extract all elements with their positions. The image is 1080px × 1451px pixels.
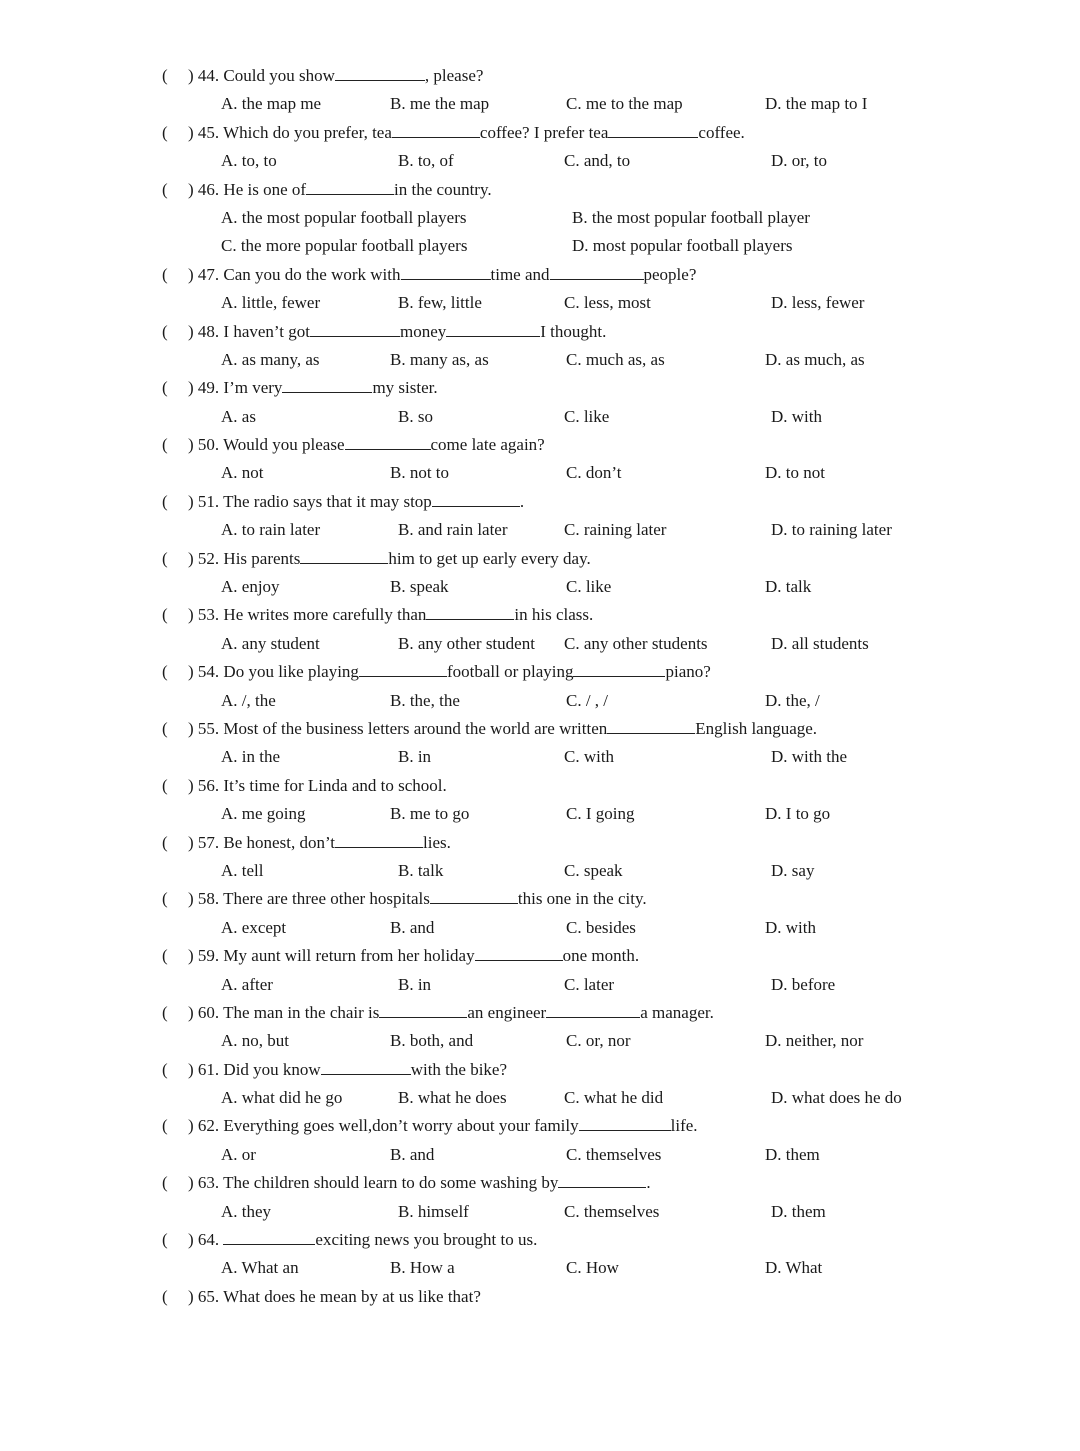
option-d: D. them: [771, 1201, 826, 1221]
option-b: B. the, the: [390, 690, 460, 710]
option-d: D. them: [765, 1144, 820, 1164]
option-c: C. besides: [566, 917, 636, 937]
option-a: A. to, to: [221, 151, 277, 171]
question-56: [0, 772, 1080, 800]
question-number: 48.: [197, 321, 224, 341]
answer-blank[interactable]: [306, 176, 394, 195]
bracket-close: ): [188, 1002, 198, 1022]
answer-bracket[interactable]: (: [162, 1173, 168, 1193]
answer-bracket[interactable]: (: [162, 889, 168, 909]
question-stem: [188, 318, 606, 346]
bracket-close: ): [188, 662, 198, 682]
answer-blank[interactable]: [550, 261, 644, 280]
option-a: A. after: [221, 974, 273, 994]
question-stem: [188, 772, 447, 800]
answer-bracket[interactable]: (: [162, 662, 168, 682]
question-52: [0, 545, 1080, 573]
question-45: [0, 119, 1080, 147]
question-text: I haven’t got: [223, 321, 310, 341]
options-row: [0, 90, 1080, 118]
option-a: A. little, fewer: [221, 293, 321, 313]
question-text: coffee? I prefer tea: [479, 122, 609, 142]
option-d: D. less, fewer: [771, 293, 865, 313]
question-number: 46.: [197, 179, 224, 199]
question-number: 55.: [197, 718, 224, 738]
answer-blank[interactable]: [392, 119, 480, 138]
options-row: [0, 857, 1080, 885]
question-62: [0, 1112, 1080, 1140]
question-text: with the bike?: [410, 1059, 508, 1079]
question-text: football or playing: [446, 662, 574, 682]
question-48: [0, 318, 1080, 346]
answer-bracket[interactable]: (: [162, 1059, 168, 1079]
bracket-close: ): [188, 378, 198, 398]
option-d: D. with: [765, 917, 816, 937]
answer-bracket[interactable]: (: [162, 66, 168, 85]
question-text: There are three other hospitals: [223, 889, 430, 909]
option-a: A. or: [221, 1144, 256, 1164]
option-b: B. the most popular football player: [572, 207, 810, 227]
question-stem: [188, 261, 696, 289]
question-text: Would you please: [223, 435, 345, 455]
option-c: C. themselves: [566, 1144, 662, 1164]
bracket-close: ): [188, 122, 198, 142]
question-number: 58.: [197, 889, 224, 909]
question-text: He writes more carefully than: [223, 605, 427, 625]
bracket-close: ): [188, 832, 198, 852]
answer-bracket[interactable]: (: [162, 775, 168, 795]
question-text: my sister.: [372, 378, 438, 398]
question-stem: [188, 374, 438, 402]
question-stem: [188, 829, 451, 857]
options-row: [0, 516, 1080, 544]
question-text: I’m very: [223, 378, 283, 398]
option-b: B. any other student: [398, 633, 535, 653]
option-c: C. the more popular football players: [221, 236, 468, 256]
answer-bracket[interactable]: (: [162, 605, 168, 625]
options-row: [0, 914, 1080, 942]
bracket-close: ): [188, 605, 198, 625]
question-text: people?: [643, 264, 697, 284]
option-d: D. What: [765, 1258, 823, 1278]
question-number: 60.: [197, 1002, 224, 1022]
answer-bracket[interactable]: (: [162, 491, 168, 511]
option-d: D. what does he do: [771, 1088, 902, 1108]
question-44: [0, 62, 1080, 90]
question-text: Be honest, don’t: [223, 832, 336, 852]
bracket-close: ): [188, 1173, 198, 1193]
question-58: [0, 885, 1080, 913]
options-row: [0, 687, 1080, 715]
option-b: B. so: [398, 406, 433, 426]
question-stem: [188, 1056, 507, 1084]
bracket-close: ): [188, 1059, 198, 1079]
question-stem: [188, 1169, 651, 1197]
option-c: C. any other students: [564, 633, 708, 653]
question-number: 50.: [197, 435, 224, 455]
option-a: A. any student: [221, 633, 320, 653]
option-a: A. the map me: [221, 94, 322, 114]
option-c: C. with: [564, 747, 615, 767]
answer-bracket[interactable]: (: [162, 264, 168, 284]
options-row: [0, 289, 1080, 317]
bracket-close: ): [188, 1286, 198, 1306]
option-c: C. or, nor: [566, 1031, 631, 1051]
bracket-close: ): [188, 179, 198, 199]
answer-blank[interactable]: [430, 885, 518, 904]
option-c: C. me to the map: [566, 94, 683, 114]
question-stem: [188, 658, 711, 686]
option-b: B. and rain later: [398, 520, 508, 540]
question-text: an engineer: [467, 1002, 547, 1022]
option-a: A. except: [221, 917, 287, 937]
question-text: exciting news you brought to us.: [315, 1230, 538, 1250]
question-number: 65.: [197, 1286, 224, 1306]
option-d: D. to not: [765, 463, 825, 483]
answer-blank[interactable]: [345, 431, 431, 450]
options-row: [0, 1084, 1080, 1112]
answer-blank[interactable]: [475, 942, 563, 961]
question-text: The man in the chair is: [223, 1002, 380, 1022]
answer-bracket[interactable]: (: [162, 946, 168, 966]
option-b: B. what he does: [398, 1088, 507, 1108]
question-number: 49.: [197, 378, 224, 398]
option-b: B. to, of: [398, 151, 454, 171]
question-text: time and: [490, 264, 550, 284]
question-text: Can you do the work with: [223, 264, 401, 284]
options-row: [0, 403, 1080, 431]
question-text: Everything goes well,don’t worry about your family: [223, 1116, 579, 1136]
question-51: [0, 488, 1080, 516]
option-a: A. as many, as: [221, 349, 320, 369]
question-text: in the country.: [394, 179, 492, 199]
question-number: 64.: [197, 1230, 224, 1250]
question-text: lies.: [423, 832, 451, 852]
answer-bracket[interactable]: (: [162, 718, 168, 738]
question-47: [0, 261, 1080, 289]
question-stem: [188, 488, 524, 516]
question-text: coffee.: [698, 122, 745, 142]
option-b: B. me to go: [390, 804, 470, 824]
option-c: C. themselves: [564, 1201, 660, 1221]
option-d: D. with: [771, 406, 822, 426]
question-57: [0, 829, 1080, 857]
question-stem: [188, 545, 591, 573]
answer-bracket[interactable]: (: [162, 832, 168, 852]
question-number: 47.: [197, 264, 224, 284]
option-b: B. himself: [398, 1201, 469, 1221]
question-text: Which do you prefer, tea: [223, 122, 392, 142]
question-stem: [188, 62, 483, 90]
question-55: [0, 715, 1080, 743]
option-b: B. few, little: [398, 293, 482, 313]
option-a: A. as: [221, 406, 256, 426]
option-b: B. both, and: [390, 1031, 474, 1051]
question-stem: [188, 885, 647, 913]
question-stem: [188, 1283, 481, 1311]
answer-bracket[interactable]: (: [162, 321, 168, 341]
answer-blank[interactable]: [310, 318, 400, 337]
option-a: A. /, the: [221, 690, 276, 710]
option-c: C. less, most: [564, 293, 651, 313]
question-number: 45.: [197, 122, 224, 142]
question-text: one month.: [562, 946, 640, 966]
answer-blank[interactable]: [573, 658, 665, 677]
option-d: D. as much, as: [765, 349, 865, 369]
answer-bracket[interactable]: (: [162, 122, 168, 142]
option-b: B. speak: [390, 577, 449, 597]
question-text: this one in the city.: [517, 889, 647, 909]
question-64: [0, 1226, 1080, 1254]
question-text: .: [646, 1173, 651, 1193]
question-text: piano?: [665, 662, 711, 682]
option-d: D. neither, nor: [765, 1031, 864, 1051]
question-number: 56.: [197, 775, 224, 795]
question-60: [0, 999, 1080, 1027]
bracket-close: ): [188, 66, 198, 85]
question-49: [0, 374, 1080, 402]
option-b: B. in: [398, 747, 432, 767]
answer-bracket[interactable]: (: [162, 1286, 168, 1306]
option-c: C. don’t: [566, 463, 622, 483]
question-number: 63.: [197, 1173, 224, 1193]
bracket-close: ): [188, 1116, 198, 1136]
option-c: C. / , /: [566, 690, 609, 710]
answer-bracket[interactable]: (: [162, 1230, 168, 1250]
question-number: 59.: [197, 946, 224, 966]
option-a: A. no, but: [221, 1031, 289, 1051]
question-text: Could you show: [223, 66, 335, 85]
question-65: [0, 1283, 1080, 1311]
option-d: D. all students: [771, 633, 869, 653]
question-text: in his class.: [514, 605, 594, 625]
option-c: C. later: [564, 974, 615, 994]
option-c: C. like: [564, 406, 610, 426]
option-b: B. not to: [390, 463, 450, 483]
option-a: A. the most popular football players: [221, 207, 467, 227]
options-row: [0, 459, 1080, 487]
question-54: [0, 658, 1080, 686]
answer-blank[interactable]: [401, 261, 491, 280]
option-a: A. they: [221, 1201, 272, 1221]
answer-bracket[interactable]: (: [162, 1002, 168, 1022]
question-53: [0, 601, 1080, 629]
question-number: 54.: [197, 662, 224, 682]
option-c: C. speak: [564, 860, 623, 880]
answer-blank[interactable]: [282, 374, 372, 393]
option-b: B. in: [398, 974, 432, 994]
option-d: D. I to go: [765, 804, 831, 824]
bracket-close: ): [188, 491, 198, 511]
option-a: A. in the: [221, 747, 281, 767]
option-b: B. me the map: [390, 94, 490, 114]
answer-blank[interactable]: [321, 1056, 411, 1075]
option-a: A. tell: [221, 860, 264, 880]
answer-blank[interactable]: [579, 1112, 671, 1131]
answer-bracket[interactable]: (: [162, 435, 168, 455]
question-text: What does he mean by at us like that?: [223, 1286, 481, 1306]
question-text: life.: [670, 1116, 698, 1136]
question-stem: [188, 431, 545, 459]
bracket-close: ): [188, 775, 198, 795]
bracket-close: ): [188, 548, 198, 568]
option-a: A. enjoy: [221, 577, 280, 597]
question-number: 61.: [197, 1059, 224, 1079]
option-d: D. with the: [771, 747, 848, 767]
question-text: a manager.: [640, 1002, 714, 1022]
question-50: [0, 431, 1080, 459]
option-a: A. not: [221, 463, 264, 483]
question-stem: [188, 601, 593, 629]
option-c: C. raining later: [564, 520, 667, 540]
option-d: D. to raining later: [771, 520, 892, 540]
question-text: Most of the business letters around the world are written: [223, 718, 608, 738]
question-text: , please?: [424, 66, 484, 85]
answer-blank[interactable]: [335, 829, 423, 848]
bracket-close: ): [188, 889, 198, 909]
options-row: [0, 573, 1080, 601]
question-text: Did you know: [223, 1059, 321, 1079]
option-c: C. and, to: [564, 151, 631, 171]
answer-blank[interactable]: [446, 318, 540, 337]
question-text: English language.: [695, 718, 818, 738]
options-row: [0, 232, 1080, 260]
bracket-close: ): [188, 718, 198, 738]
option-c: C. much as, as: [566, 349, 665, 369]
option-a: A. what did he go: [221, 1088, 343, 1108]
question-text: The children should learn to do some washing by: [223, 1173, 559, 1193]
exercise-sheet: [0, 62, 1080, 1311]
question-stem: [188, 1112, 698, 1140]
question-number: 52.: [197, 548, 224, 568]
options-row: [0, 743, 1080, 771]
question-number: 51.: [197, 491, 224, 511]
options-row: [0, 1141, 1080, 1169]
option-c: C. How: [566, 1258, 619, 1278]
question-stem: [188, 942, 639, 970]
answer-blank[interactable]: [426, 601, 514, 620]
option-b: D. most popular football players: [572, 236, 793, 256]
question-number: 44.: [197, 66, 224, 85]
options-row: [0, 971, 1080, 999]
bracket-close: ): [188, 946, 198, 966]
bracket-close: ): [188, 1230, 198, 1250]
options-row: [0, 147, 1080, 175]
option-d: D. or, to: [771, 151, 827, 171]
option-d: D. the, /: [765, 690, 820, 710]
question-text: He is one of: [223, 179, 307, 199]
answer-blank[interactable]: [223, 1226, 315, 1245]
question-text: money: [399, 321, 447, 341]
option-c: C. what he did: [564, 1088, 664, 1108]
option-b: B. many as, as: [390, 349, 489, 369]
option-d: D. before: [771, 974, 836, 994]
answer-bracket[interactable]: (: [162, 378, 168, 398]
question-text: My aunt will return from her holiday: [223, 946, 475, 966]
question-stem: [188, 1226, 537, 1254]
bracket-close: ): [188, 321, 198, 341]
option-c: C. like: [566, 577, 612, 597]
options-row: [0, 204, 1080, 232]
answer-bracket[interactable]: (: [162, 179, 168, 199]
option-d: D. say: [771, 860, 815, 880]
question-text: It’s time for Linda and to school.: [223, 775, 447, 795]
question-61: [0, 1056, 1080, 1084]
answer-blank[interactable]: [546, 999, 640, 1018]
bracket-close: ): [188, 264, 198, 284]
question-number: 57.: [197, 832, 224, 852]
question-number: 53.: [197, 605, 224, 625]
option-d: D. the map to I: [765, 94, 868, 114]
option-b: B. and: [390, 917, 435, 937]
options-row: [0, 630, 1080, 658]
question-46: [0, 176, 1080, 204]
question-text: .: [519, 491, 525, 511]
question-text: I thought.: [540, 321, 607, 341]
question-stem: [188, 999, 714, 1027]
option-d: D. talk: [765, 577, 812, 597]
option-b: B. and: [390, 1144, 435, 1164]
question-stem: [188, 119, 745, 147]
answer-blank[interactable]: [379, 999, 467, 1018]
answer-bracket[interactable]: (: [162, 548, 168, 568]
option-c: C. I going: [566, 804, 635, 824]
answer-blank[interactable]: [608, 119, 698, 138]
question-59: [0, 942, 1080, 970]
question-63: [0, 1169, 1080, 1197]
answer-blank[interactable]: [558, 1169, 646, 1188]
question-text: His parents: [223, 548, 301, 568]
option-b: B. How a: [390, 1258, 455, 1278]
options-row: [0, 1027, 1080, 1055]
answer-blank[interactable]: [432, 488, 520, 507]
question-text: The radio says that it may stop: [223, 491, 432, 511]
answer-blank[interactable]: [300, 545, 388, 564]
answer-blank[interactable]: [607, 715, 695, 734]
answer-blank[interactable]: [335, 62, 425, 81]
question-stem: [188, 715, 817, 743]
option-a: A. to rain later: [221, 520, 321, 540]
question-text: him to get up early every day.: [388, 548, 591, 568]
options-row: [0, 1254, 1080, 1282]
options-row: [0, 800, 1080, 828]
options-row: [0, 1198, 1080, 1226]
question-text: come late again?: [430, 435, 545, 455]
option-a: A. me going: [221, 804, 306, 824]
options-row: [0, 346, 1080, 374]
bracket-close: ): [188, 435, 198, 455]
answer-bracket[interactable]: (: [162, 1116, 168, 1136]
option-a: A. What an: [221, 1258, 299, 1278]
question-stem: [188, 176, 492, 204]
question-number: 62.: [197, 1116, 224, 1136]
answer-blank[interactable]: [359, 658, 447, 677]
option-b: B. talk: [398, 860, 444, 880]
question-text: Do you like playing: [223, 662, 359, 682]
